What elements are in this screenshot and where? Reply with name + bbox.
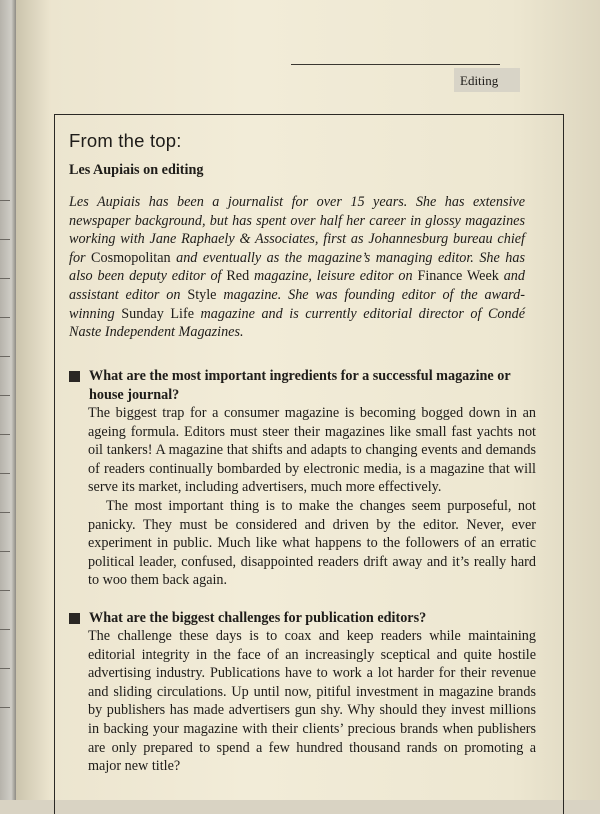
box-title: From the top: — [69, 130, 182, 151]
intro-run: Style — [187, 286, 217, 303]
intro-run: magazine. She was founding editor of the award-winning — [69, 286, 525, 322]
intro-run: Les Aupiais has been a journalist for over 15 years. She has extensive newspaper background, but has spent over half her career in glossy magazines working with Jane Raphaely & Associates, first as Johannesburg bureau chief for — [69, 194, 525, 266]
answer-paragraph: The biggest trap for a consumer magazine is becoming bogged down in an ageing formula. Editors must steer their magazines like small fast yachts not oil tankers! A magazine that shifts and adapts to changing events and demands of readers continually bombarded by electronic media, is a magazine that will serve its market, including advertisers, much more effectively. — [88, 405, 536, 496]
header-rule — [291, 64, 500, 65]
question-text: What are the biggest challenges for publication editors? — [89, 610, 427, 626]
answer-block — [88, 627, 536, 776]
question-heading — [69, 609, 539, 628]
intro-paragraph — [69, 193, 525, 342]
answer-block — [88, 404, 536, 590]
question-text: What are the most important ingredients for a successful magazine or house journal? — [89, 368, 511, 403]
intro-run: magazine and is currently editorial director of Condé Naste Independent Magazines. — [69, 305, 525, 341]
intro-run: Sunday Life — [121, 305, 194, 322]
previous-page-rules — [0, 200, 12, 746]
intro-run: and assistant editor on — [69, 268, 525, 303]
box-subtitle: Les Aupiais on editing — [69, 162, 204, 178]
square-bullet-icon — [69, 613, 80, 624]
running-header: Editing — [454, 68, 520, 92]
intro-run: magazine, leisure editor on — [249, 268, 418, 285]
answer-paragraph: The most important thing is to make the changes seem purposeful, not panicky. They must be considered and driven by the editor. Never, ever experiment in public. Much like what happens to the followers of an erratic political leader, confused, disappointed readers drift away and it’s really hard to woo them back again. — [88, 497, 536, 589]
intro-run: and eventually as the magazine’s managing editor. She has also been deputy editor of — [69, 249, 525, 285]
square-bullet-icon — [69, 371, 80, 382]
intro-run: Finance Week — [417, 268, 499, 285]
intro-run: Red — [226, 268, 250, 285]
question-heading — [69, 367, 539, 404]
answer-paragraph: The challenge these days is to coax and keep readers while maintaining editorial integrity in the face of an increasingly sceptical and quite hostile advertising industry. Publications have to work a lot harder for their revenue and sliding circulations. Up until now, pitiful investment in magazine brands by publishers has made advertisers gun shy. Why should they invest millions in backing your magazine with their clients’ precious brands when publishers are only prepared to spend a few hundred thousand rands on promoting a major new title? — [88, 628, 536, 775]
feature-box — [54, 114, 564, 814]
previous-page-edge — [0, 0, 16, 800]
intro-run: Cosmopolitan — [91, 249, 171, 266]
book-page — [16, 0, 600, 800]
